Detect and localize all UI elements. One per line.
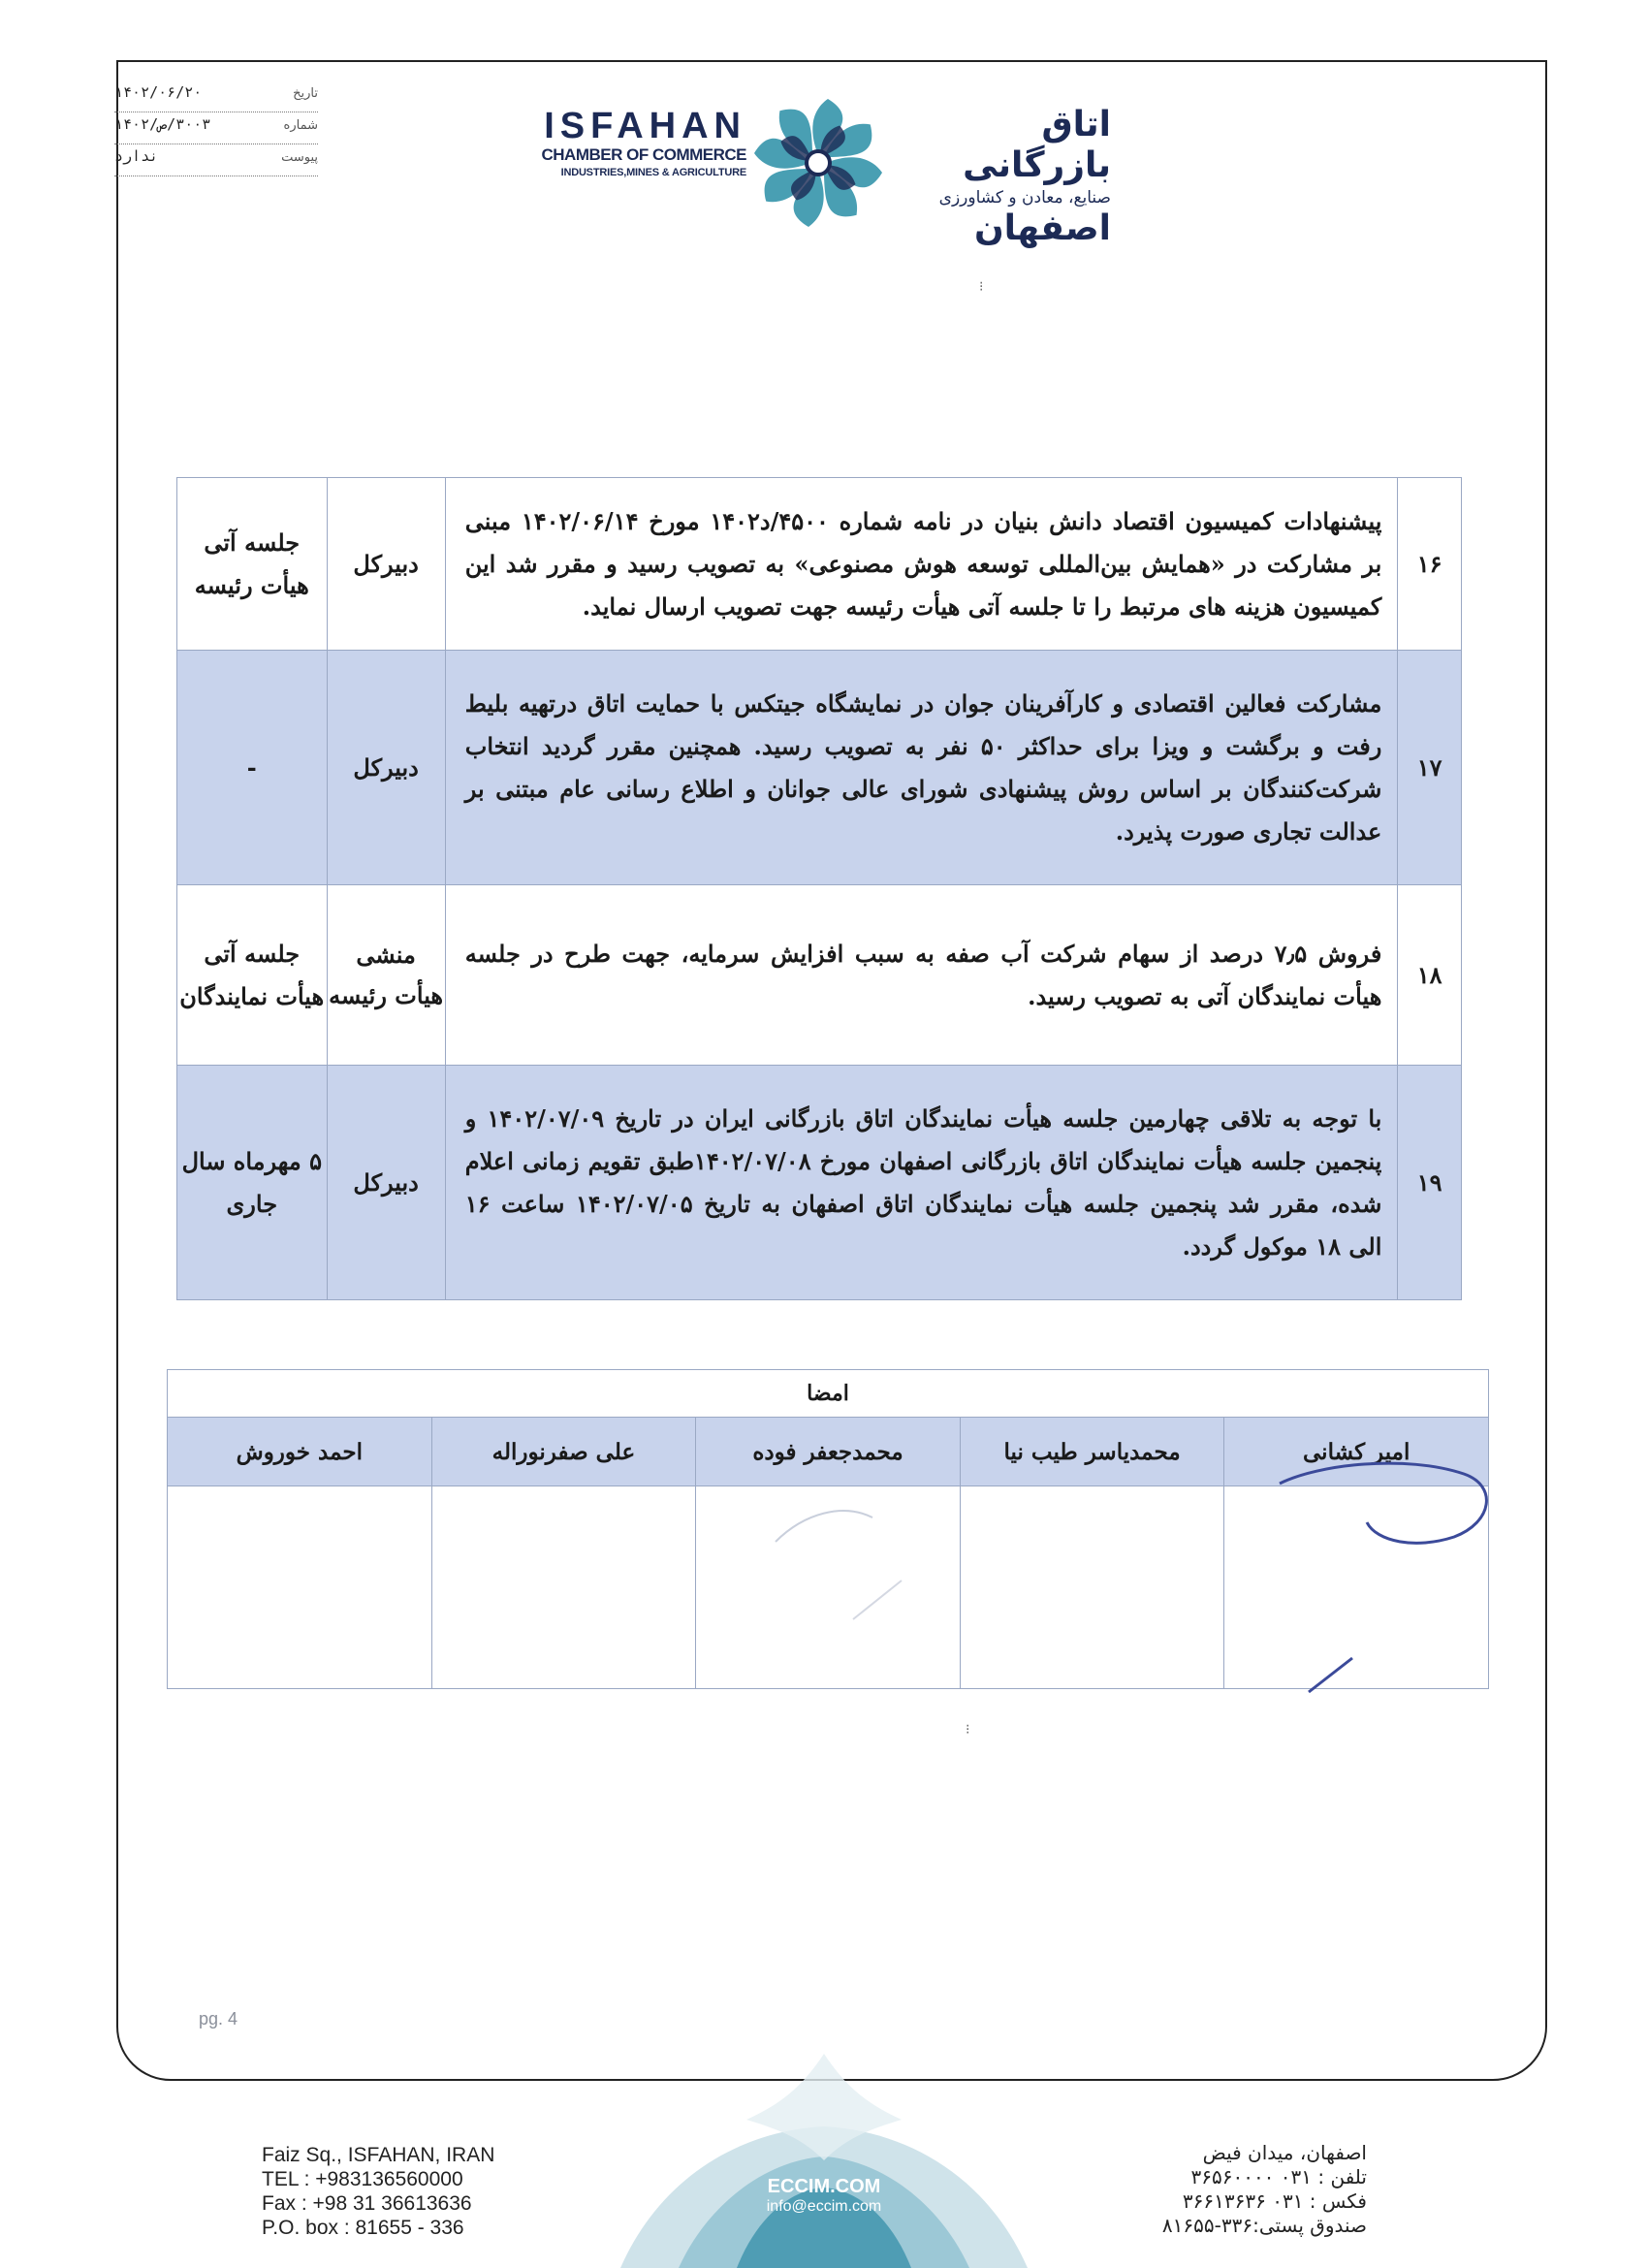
logo-fa-title: اتاق بازرگانی	[963, 105, 1111, 185]
item-responsible: دبیرکل	[327, 1066, 445, 1300]
attachment-value: ندارد	[114, 147, 159, 165]
footer-en-address: Faiz Sq., ISFAHAN, IRAN	[262, 2144, 495, 2166]
footer-en-tel: TEL : +983136560000	[262, 2168, 463, 2190]
footer-en-pobox: P.O. box : 81655 - 336	[262, 2217, 464, 2239]
footer-fa-pobox: صندوق پستی:۳۳۶-۸۱۶۵۵	[1161, 2214, 1367, 2237]
dot-mark: ⁝	[979, 279, 984, 295]
item-text: پیشنهادات کمیسیون اقتصاد دانش بنیان در نامه شماره ۴۵۰۰/د۱۴۰۲ مورخ ۱۴۰۲/۰۶/۱۴ مبنی بر مشارکت در «همایش بین‌المللی توسعه هوش مصنوعی» به تصویب رسید و مقرر شد این کمیسیون هزینه های مرتبط را تا جلسه آتی هیأت رئیسه جهت تصویب ارسال نماید.	[445, 478, 1398, 651]
footer-address-en	[262, 2143, 494, 2240]
table-row	[177, 885, 1462, 1066]
number-value: ۳۰۰۳/ص/۱۴۰۲	[114, 115, 211, 133]
item-number: ۱۹	[1398, 1066, 1462, 1300]
signatures-title-row	[168, 1370, 1489, 1418]
footer-website: ECCIM.COM	[767, 2176, 881, 2197]
table-row	[177, 651, 1462, 885]
signature-box	[431, 1486, 696, 1689]
item-responsible: دبیرکل	[327, 478, 445, 651]
signatory-name: محمدجعفر فوده	[696, 1418, 961, 1486]
item-deadline: جلسه آتی هیأت رئیسه	[177, 478, 328, 651]
attachment-label: پیوست	[281, 150, 318, 165]
table-row	[177, 1066, 1462, 1300]
resolutions-table	[176, 477, 1462, 1300]
date-label: تاریخ	[293, 86, 318, 101]
logo-en-sectors: INDUSTRIES,MINES & AGRICULTURE	[560, 167, 746, 178]
item-number: ۱۶	[1398, 478, 1462, 651]
footer-fa-fax: فکس : ۰۳۱ ۳۶۶۱۳۶۳۶	[1182, 2189, 1367, 2213]
item-deadline: -	[177, 651, 328, 885]
signatory-name: امیر کشانی	[1224, 1418, 1489, 1486]
item-responsible: منشی هیأت رئیسه	[327, 885, 445, 1066]
item-number: ۱۸	[1398, 885, 1462, 1066]
date-value: ۱۴۰۲/۰۶/۲۰	[114, 83, 203, 101]
letter-meta	[114, 83, 318, 179]
item-text: مشارکت فعالین اقتصادی و کارآفرینان جوان در نمایشگاه جیتکس با حمایت اتاق درتهیه بلیط رفت و برگشت و ویزا برای حداکثر ۵۰ نفر به تصویب رسید. همچنین مقرر گردید انتخاب شرکت‌کنندگان بر اساس روش پیشنهادی شورای عالی جوانان و اطلاع رسانی عام مبتنی بر عدالت تجاری صورت پذیرد.	[445, 651, 1398, 885]
item-deadline: ۵ مهرماه سال جاری	[177, 1066, 328, 1300]
dot-mark: ⁝	[966, 1722, 970, 1738]
signatory-name: علی صفرنوراله	[431, 1418, 696, 1486]
signatures-title: امضا	[168, 1370, 1489, 1418]
date-row	[114, 83, 318, 112]
footer-en-fax: Fax : +98 31 36613636	[262, 2192, 472, 2215]
number-row	[114, 115, 318, 144]
footer-contact-web	[698, 2176, 950, 2216]
logo-en-title: ISFAHAN	[544, 106, 746, 146]
chamber-logo-icon	[748, 93, 888, 233]
signature-box	[960, 1486, 1224, 1689]
footer-email: info@eccim.com	[766, 2198, 882, 2215]
page-number: pg. 4	[199, 2009, 238, 2028]
signature-box	[696, 1486, 961, 1689]
logo-english	[523, 107, 746, 180]
signature-box	[168, 1486, 432, 1689]
footer-fa-address: اصفهان، میدان فیض	[1202, 2141, 1367, 2164]
footer-logo-arc-icon	[620, 2034, 1028, 2268]
item-deadline: جلسه آتی هیأت نمایندگان	[177, 885, 328, 1066]
signatures-table	[167, 1369, 1489, 1689]
number-label: شماره	[283, 118, 318, 133]
table-row	[177, 478, 1462, 651]
item-responsible: دبیرکل	[327, 651, 445, 885]
item-text: با توجه به تلاقی چهارمین جلسه هیأت نمایندگان اتاق بازرگانی ایران در تاریخ ۱۴۰۲/۰۷/۰۹ و پنجمین جلسه هیأت نمایندگان اتاق بازرگانی اصفهان مورخ ۱۴۰۲/۰۷/۰۸طبق تقویم زمانی اعلام شده، مقرر شد پنجمین جلسه هیأت نمایندگان اتاق اصفهان به تاریخ ۱۴۰۲/۰۷/۰۵ ساعت ۱۶ الی ۱۸ موکول گردد.	[445, 1066, 1398, 1300]
signatory-name: محمدیاسر طیب نیا	[960, 1418, 1224, 1486]
footer-fa-tel: تلفن : ۰۳۱ ۳۶۵۶۰۰۰۰	[1190, 2165, 1367, 2188]
signatory-name: احمد خوروش	[168, 1418, 432, 1486]
logo-persian	[890, 105, 1111, 248]
signature-box	[1224, 1486, 1489, 1689]
item-text: فروش ۷٫۵ درصد از سهام شرکت آب صفه به سبب افزایش سرمایه، جهت طرح در جلسه هیأت نمایندگان آتی به تصویب رسید.	[445, 885, 1398, 1066]
logo-fa-subtitle: صنایع، معادن و کشاورزی	[938, 188, 1111, 208]
signatures-space-row	[168, 1486, 1489, 1689]
footer-address-fa	[1115, 2141, 1367, 2238]
attachment-row	[114, 147, 318, 176]
logo-fa-city: اصفهان	[973, 208, 1111, 248]
item-number: ۱۷	[1398, 651, 1462, 885]
signatures-names-row	[168, 1418, 1489, 1486]
logo-en-subtitle: CHAMBER OF COMMERCE	[541, 145, 746, 164]
